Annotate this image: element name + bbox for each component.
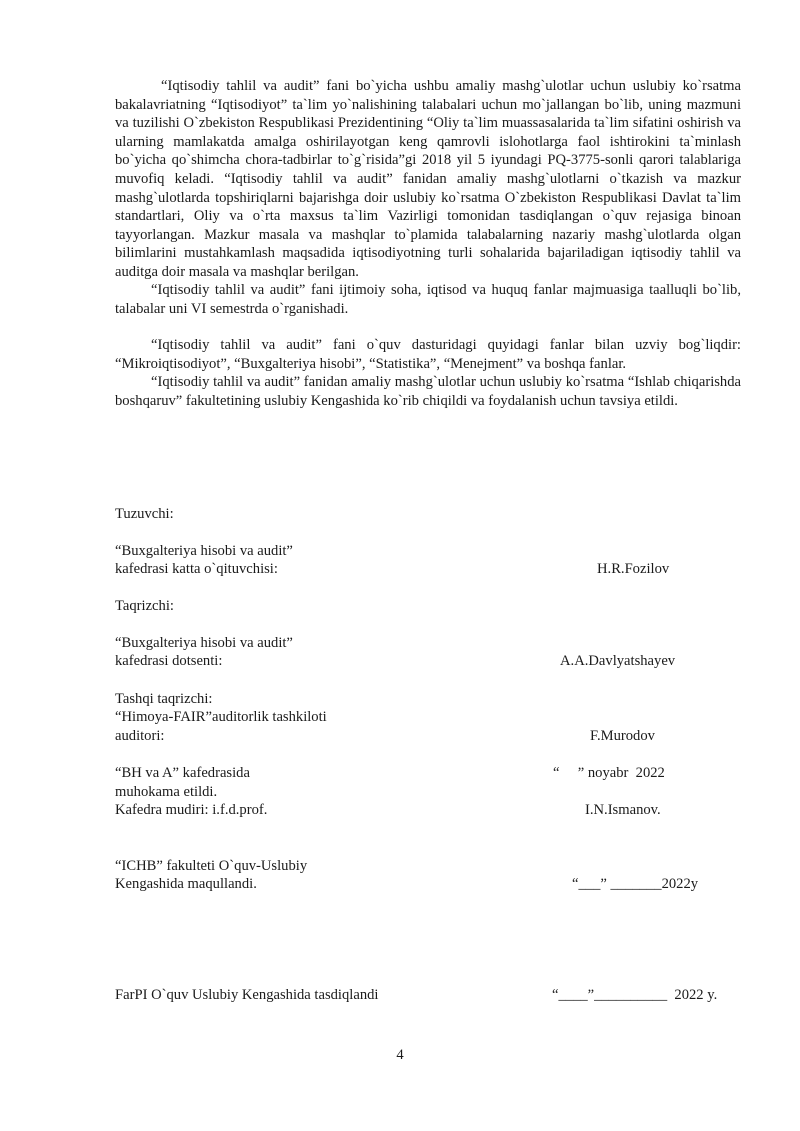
external-reviewer-heading: Tashqi taqrizchi: xyxy=(115,691,213,707)
external-reviewer-organization: “Himoya-FAIR”auditorlik tashkiloti xyxy=(115,709,327,725)
reviewer-department-line1: “Buxgalteriya hisobi va audit” xyxy=(115,635,293,651)
compiler-name: H.R.Fozilov xyxy=(597,561,670,577)
reviewer-department-line2: kafedrasi dotsenti: xyxy=(115,653,223,669)
compiler-department-line2: kafedrasi katta o`qituvchisi: xyxy=(115,561,278,577)
faculty-approval-line1: “ICHB” fakulteti O`quv-Uslubiy xyxy=(115,858,308,874)
reviewer-heading: Taqrizchi: xyxy=(115,598,174,614)
external-reviewer-role: auditori: xyxy=(115,728,165,744)
institute-approval-date: “____”__________ 2022 y. xyxy=(552,987,718,1003)
faculty-approval-line2: Kengashida maqullandi. xyxy=(115,876,257,892)
faculty-approval-date: “___” _______2022y xyxy=(572,876,699,892)
department-discussion-line1: “BH va A” kafedrasida xyxy=(115,765,250,781)
department-discussion-date: “ ” noyabr 2022 xyxy=(553,765,665,781)
intro-paragraph: “Iqtisodiy tahlil va audit” fani bo`yicha ushbu amaliy mashg`ulotlar uchun uslubiy ko`rsatma bakalavriatning “Iqtisodiyot” ta`lim yo`nalishining talabalari uchun mo`jallangan bo`lib, uning mazmuni va tuzilishi O`zbekiston Respublikasi Prezidentining “Oliy ta`lim muassasalarida ta`lim sifatini oshirish va ularning mamlakatda amalga oshirilayotgan keng qamrovli islohotlarga faol ishtirokini ta`minlash bo`yicha qo`shimcha chora-tadbirlar to`g`risida”gi 2018 yil 5 iyundagi PQ-3775-sonli qarori talablariga muvofiq keladi. “Iqtisodiy tahlil va audit” fanidan amaliy mashg`ulotlarni o`tkazish va mazkur mashg`ulotlarda topshiriqlarni bajarishga doir uslubiy ko`rsatma O`zbekiston Respublikasi Davlat ta`lim standartlari, Oliy va o`rta maxsus ta`lim Vazirligi tomonidan tasdiqlangan o`quv rejasiga binoan tayyorlangan. Mazkur masala va mashqlar to`plamida talabalarning nazariy mashg`ulotlarda olgan bilimlarini mustahkamlash maqsadida iqtisodiyotning turli sohalarida bajariladigan iqtisodiy tahlil va auditga doir masala va mashqlar berilgan. xyxy=(115,78,741,280)
recommendation-paragraph: “Iqtisodiy tahlil va audit” fanidan amaliy mashg`ulotlar uchun uslubiy ko`rsatma “Ishlab chiqarishda boshqaruv” fakultetining uslubiy Kengashida ko`rib chiqildi va foydalanish uchun tavsiya etildi. xyxy=(115,374,741,409)
institute-approval-text: FarPI O`quv Uslubiy Kengashida tasdiqlandi xyxy=(115,987,379,1003)
subject-scope-paragraph: “Iqtisodiy tahlil va audit” fani ijtimoiy soha, iqtisod va huquq fanlar majmuasiga taalluqli bo`lib, talabalar uni VI semestrda o`rganishadi. xyxy=(115,282,741,317)
department-discussion-line2: muhokama etildi. xyxy=(115,784,218,800)
reviewer-name: A.A.Davlyatshayev xyxy=(560,653,676,669)
page-number: 4 xyxy=(396,1047,404,1063)
compiler-department-line1: “Buxgalteriya hisobi va audit” xyxy=(115,543,293,559)
department-head-title: Kafedra mudiri: i.f.d.prof. xyxy=(115,802,268,818)
related-subjects-paragraph: “Iqtisodiy tahlil va audit” fani o`quv dasturidagi quyidagi fanlar bilan uzviy bog`liqdir: “Mikroiqtisodiyot”, “Buxgalteriya hisobi”, “Statistika”, “Menejment” va boshqa fanlar. xyxy=(115,337,741,372)
external-reviewer-name: F.Murodov xyxy=(590,728,655,744)
compiler-heading: Tuzuvchi: xyxy=(115,506,174,522)
department-head-name: I.N.Ismanov. xyxy=(585,802,661,818)
